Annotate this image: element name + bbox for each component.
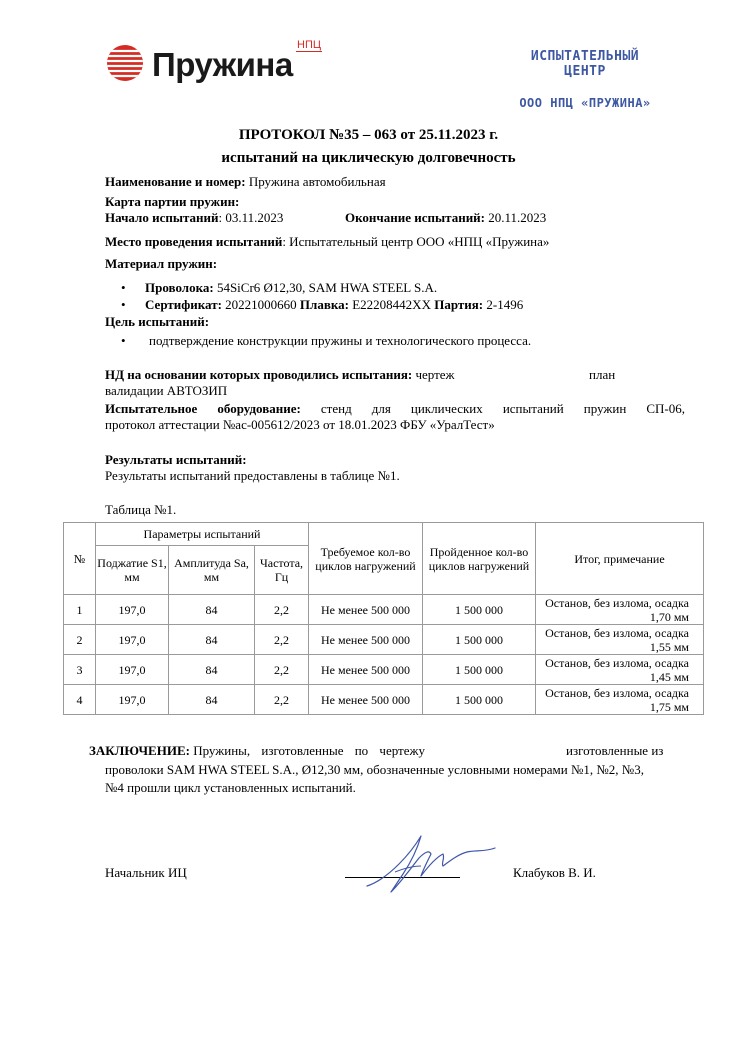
cell-num: 2: [64, 625, 96, 655]
field-wire: [121, 280, 437, 296]
conclusion-text-2: проволоки SAM HWA STEEL S.A., Ø12,30 мм, обозначенные условными номерами №1, №2, №3,: [105, 762, 644, 777]
header-params: Параметры испытаний: [96, 523, 309, 546]
bullet-icon: •: [121, 280, 126, 295]
conclusion-text-1b: изготовленные из: [566, 743, 664, 758]
field-nd: [105, 367, 455, 383]
cell-preload: 197,0: [96, 685, 169, 715]
logo-wordmark: Пружина: [152, 46, 293, 83]
field-nd-label: НД на основании которых проводились испытания:: [105, 367, 413, 382]
field-equipment: [105, 401, 685, 417]
field-nd-value-2: план: [589, 367, 616, 382]
field-nd-value-3: валидации АВТОЗИП: [105, 383, 228, 398]
stamp-line-3: ООО НПЦ «ПРУЖИНА»: [519, 96, 651, 110]
table-row: [64, 625, 704, 655]
document-subtitle: испытаний на циклическую долговечность: [221, 150, 516, 166]
field-melt-value: E22208442XX: [348, 297, 435, 312]
signature-name: Клабуков В. И.: [513, 865, 596, 880]
results-text: Результаты испытаний предоставлены в таблице №1.: [105, 468, 400, 483]
logo-spring-icon: [106, 44, 144, 82]
cell-frequency: 2,2: [255, 595, 309, 625]
cell-passed: 1 500 000: [423, 625, 536, 655]
cell-preload: 197,0: [96, 595, 169, 625]
signature-position: Начальник ИЦ: [105, 865, 187, 880]
cell-amplitude: 84: [169, 685, 255, 715]
header-preload: Поджатие S1, мм: [96, 546, 169, 595]
field-wire-value: 54SiCr6 Ø12,30, SAM HWA STEEL S.A.: [213, 280, 438, 295]
conclusion-text-3: №4 прошли цикл установленных испытаний.: [105, 780, 356, 795]
field-place: [105, 234, 549, 250]
field-cert-label: Сертификат:: [145, 297, 222, 312]
table-row: [64, 595, 704, 625]
cell-amplitude: 84: [169, 655, 255, 685]
cell-passed: 1 500 000: [423, 685, 536, 715]
stamp-line-1: ИСПЫТАТЕЛЬНЫЙ: [530, 49, 640, 64]
conclusion-label: ЗАКЛЮЧЕНИЕ:: [89, 743, 190, 758]
cell-num: 3: [64, 655, 96, 685]
results-table: [63, 522, 704, 715]
table-caption: Таблица №1.: [105, 502, 177, 517]
field-goal: [121, 333, 531, 349]
cell-preload: 197,0: [96, 625, 169, 655]
stamp-line-2: ЦЕНТР: [564, 64, 606, 79]
field-dates: [105, 210, 283, 226]
field-end: [345, 210, 546, 226]
cell-required: Не менее 500 000: [309, 595, 423, 625]
cell-amplitude: 84: [169, 595, 255, 625]
document-title: ПРОТОКОЛ №35 – 063 от 25.11.2023 г.: [238, 127, 499, 143]
table-row: [64, 655, 704, 685]
field-cert-value: 20221000660: [221, 297, 300, 312]
field-start-label: Начало испытаний: [105, 210, 219, 225]
field-goal-label: Цель испытаний:: [105, 314, 210, 329]
field-place-label: Место проведения испытаний: [105, 234, 283, 249]
field-end-label: Окончание испытаний:: [345, 210, 485, 225]
cell-result: Останов, без излома, осадка 1,55 мм: [536, 625, 704, 655]
field-wire-label: Проволока:: [145, 280, 214, 295]
field-batch-label: Карта партии пружин:: [105, 194, 240, 209]
header-required: Требуемое кол-во циклов нагружений: [309, 523, 423, 595]
logo-npc-label: НПЦ: [297, 39, 321, 51]
header-result: Итог, примечание: [536, 523, 704, 595]
cell-result: Останов, без излома, осадка 1,75 мм: [536, 685, 704, 715]
cell-frequency: 2,2: [255, 685, 309, 715]
field-material-label: Материал пружин:: [105, 256, 218, 271]
cell-frequency: 2,2: [255, 655, 309, 685]
cell-required: Не менее 500 000: [309, 625, 423, 655]
field-equipment-label: Испытательное оборудование:: [105, 401, 301, 416]
cell-frequency: 2,2: [255, 625, 309, 655]
header-amplitude: Амплитуда Sa, мм: [169, 546, 255, 595]
field-name-label: Наименование и номер:: [105, 174, 246, 189]
cell-result: Останов, без излома, осадка 1,45 мм: [536, 655, 704, 685]
field-place-value: : Испытательный центр ООО «НПЦ «Пружина»: [282, 234, 550, 249]
cell-required: Не менее 500 000: [309, 685, 423, 715]
cell-preload: 197,0: [96, 655, 169, 685]
field-equipment-value: стенд для циклических испытаний пружин СП-06,: [320, 401, 685, 416]
field-part-label: Партия:: [434, 297, 484, 312]
field-name-value: Пружина автомобильная: [245, 174, 386, 189]
conclusion-text-1a: Пружины, изготовленные по чертежу: [193, 743, 425, 758]
cell-amplitude: 84: [169, 625, 255, 655]
conclusion-line-1a: [89, 743, 425, 759]
cell-passed: 1 500 000: [423, 595, 536, 625]
table-row: [64, 685, 704, 715]
field-name: [105, 174, 386, 190]
field-equipment-value-2: протокол аттестации №ас-005612/2023 от 18.01.2023 ФБУ «УралТест»: [105, 417, 495, 432]
header-frequency: Частота, Гц: [255, 546, 309, 595]
header-passed: Пройденное кол-во циклов нагружений: [423, 523, 536, 595]
cell-num: 4: [64, 685, 96, 715]
bullet-icon: •: [121, 297, 126, 312]
results-label: Результаты испытаний:: [105, 452, 247, 467]
field-start-value: : 03.11.2023: [218, 210, 284, 225]
field-melt-label: Плавка:: [299, 297, 349, 312]
signature-icon: [355, 828, 505, 900]
cell-num: 1: [64, 595, 96, 625]
header-num: №: [64, 523, 96, 595]
field-goal-value: подтверждение конструкции пружины и технологического процесса.: [149, 333, 532, 348]
field-part-value: 2-1496: [483, 297, 524, 312]
bullet-icon: •: [121, 333, 126, 348]
cell-required: Не менее 500 000: [309, 655, 423, 685]
cell-passed: 1 500 000: [423, 655, 536, 685]
cell-result: Останов, без излома, осадка 1,70 мм: [536, 595, 704, 625]
field-nd-value-1: чертеж: [415, 367, 455, 382]
field-certificate: [121, 297, 523, 313]
field-end-value: 20.11.2023: [485, 210, 547, 225]
